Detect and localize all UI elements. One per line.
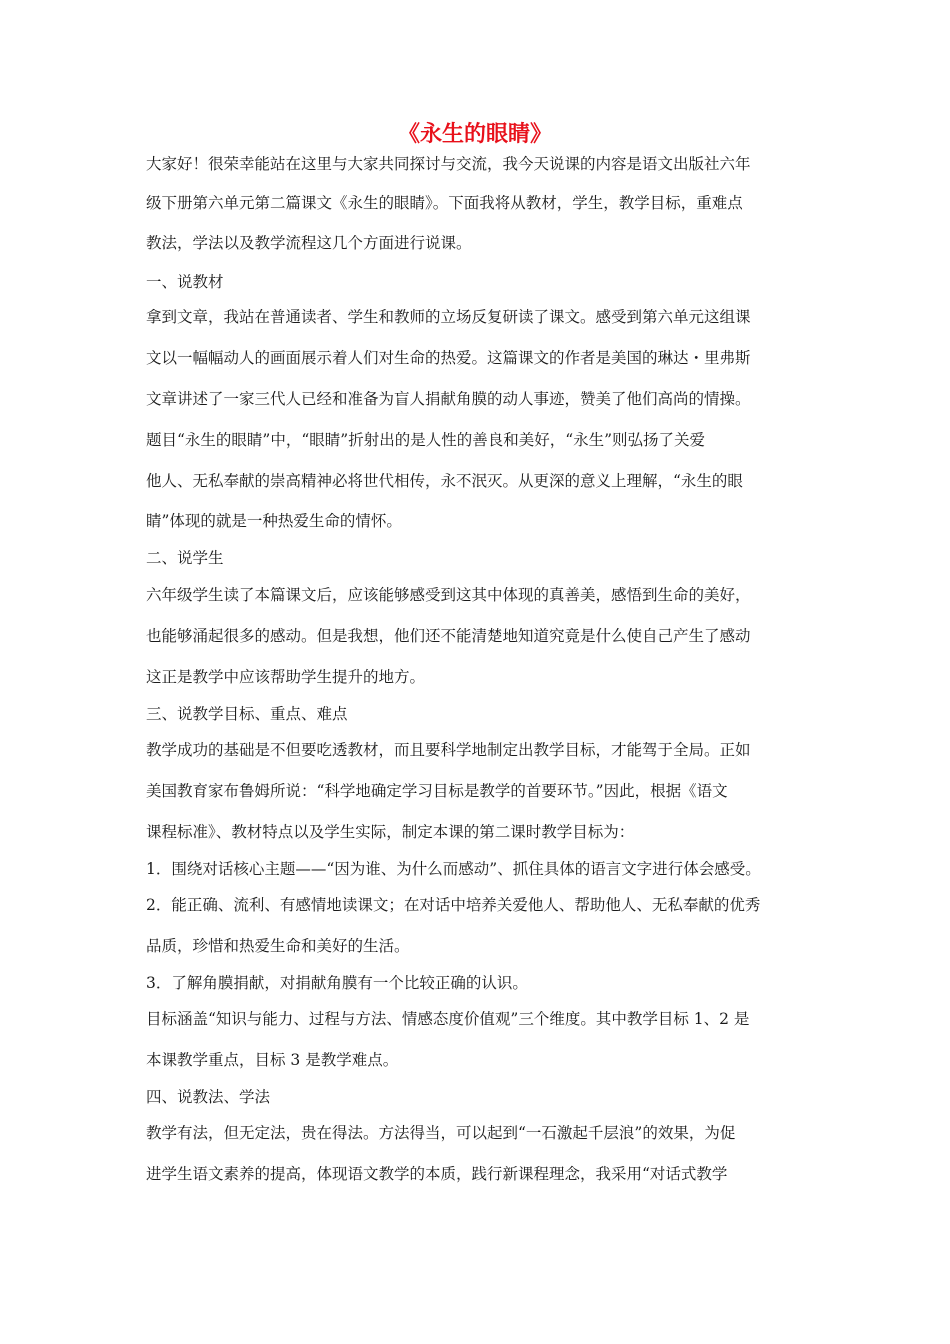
paragraph-line: 教学成功的基础是不但要吃透教材，而且要科学地制定出教学目标，才能驾于全局。正如	[146, 741, 751, 759]
paragraph-line: 六年级学生读了本篇课文后，应该能够感受到这其中体现的真善美，感悟到生命的美好，	[146, 586, 751, 604]
paragraph-line: 美国教育家布鲁姆所说：“科学地确定学习目标是教学的首要环节。”因此，根据《语文	[146, 782, 728, 800]
section-heading: 四、说教法、学法	[146, 1088, 271, 1106]
paragraph-line: 教学有法，但无定法，贵在得法。方法得当，可以起到“一石激起千层浪”的效果，为促	[146, 1124, 736, 1142]
paragraph-line: 题目“永生的眼睛”中，“眼睛”折射出的是人性的善良和美好，“永生”则弘扬了关爱	[146, 431, 706, 449]
list-item: 3．了解角膜捐献，对捐献角膜有一个比较正确的认识。	[146, 974, 528, 992]
paragraph-line: 他人、无私奉献的崇高精神必将世代相传，永不泯灭。从更深的意义上理解，“永生的眼	[146, 472, 743, 490]
paragraph-line: 级下册第六单元第二篇课文《永生的眼睛》。下面我将从教材，学生，教学目标，重难点	[146, 194, 743, 212]
section-heading: 二、说学生	[146, 549, 224, 567]
paragraph-line: 目标涵盖“知识与能力、过程与方法、情感态度价值观”三个维度。其中教学目标 1、2 是	[146, 1010, 750, 1028]
section-heading: 三、说教学目标、重点、难点	[146, 705, 348, 723]
paragraph-line: 拿到文章，我站在普通读者、学生和教师的立场反复研读了课文。感受到第六单元这组课	[146, 308, 751, 326]
paragraph-line: 这正是教学中应该帮助学生提升的地方。	[146, 668, 426, 686]
paragraph-line: 课程标准》、教材特点以及学生实际，制定本课的第二课时教学目标为：	[146, 823, 635, 841]
list-item: 2．能正确、流利、有感情地读课文；在对话中培养关爱他人、帮助他人、无私奉献的优秀	[146, 896, 761, 914]
paragraph-line: 也能够涌起很多的感动。但是我想，他们还不能清楚地知道究竟是什么使自己产生了感动	[146, 627, 751, 645]
list-item: 1．围绕对话核心主题——“因为谁、为什么而感动”、抓住具体的语言文字进行体会感受。	[146, 860, 761, 878]
paragraph-line: 品质，珍惜和热爱生命和美好的生活。	[146, 937, 410, 955]
paragraph-line: 进学生语文素养的提高，体现语文教学的本质，践行新课程理念，我采用“对话式教学	[146, 1165, 728, 1183]
paragraph-line: 文章讲述了一家三代人已经和准备为盲人捐献角膜的动人事迹，赞美了他们高尚的情操。	[146, 390, 751, 408]
paragraph-line: 本课教学重点，目标 3 是教学难点。	[146, 1051, 399, 1069]
paragraph-line: 睛”体现的就是一种热爱生命的情怀。	[146, 512, 402, 530]
document-title: 《永生的眼睛》	[397, 122, 552, 147]
paragraph-line: 大家好！很荣幸能站在这里与大家共同探讨与交流，我今天说课的内容是语文出版社六年	[146, 155, 751, 173]
section-heading: 一、说教材	[146, 273, 224, 291]
paragraph-line: 文以一幅幅动人的画面展示着人们对生命的热爱。这篇课文的作者是美国的琳达・里弗斯	[146, 349, 751, 367]
paragraph-line: 教法，学法以及教学流程这几个方面进行说课。	[146, 234, 472, 252]
